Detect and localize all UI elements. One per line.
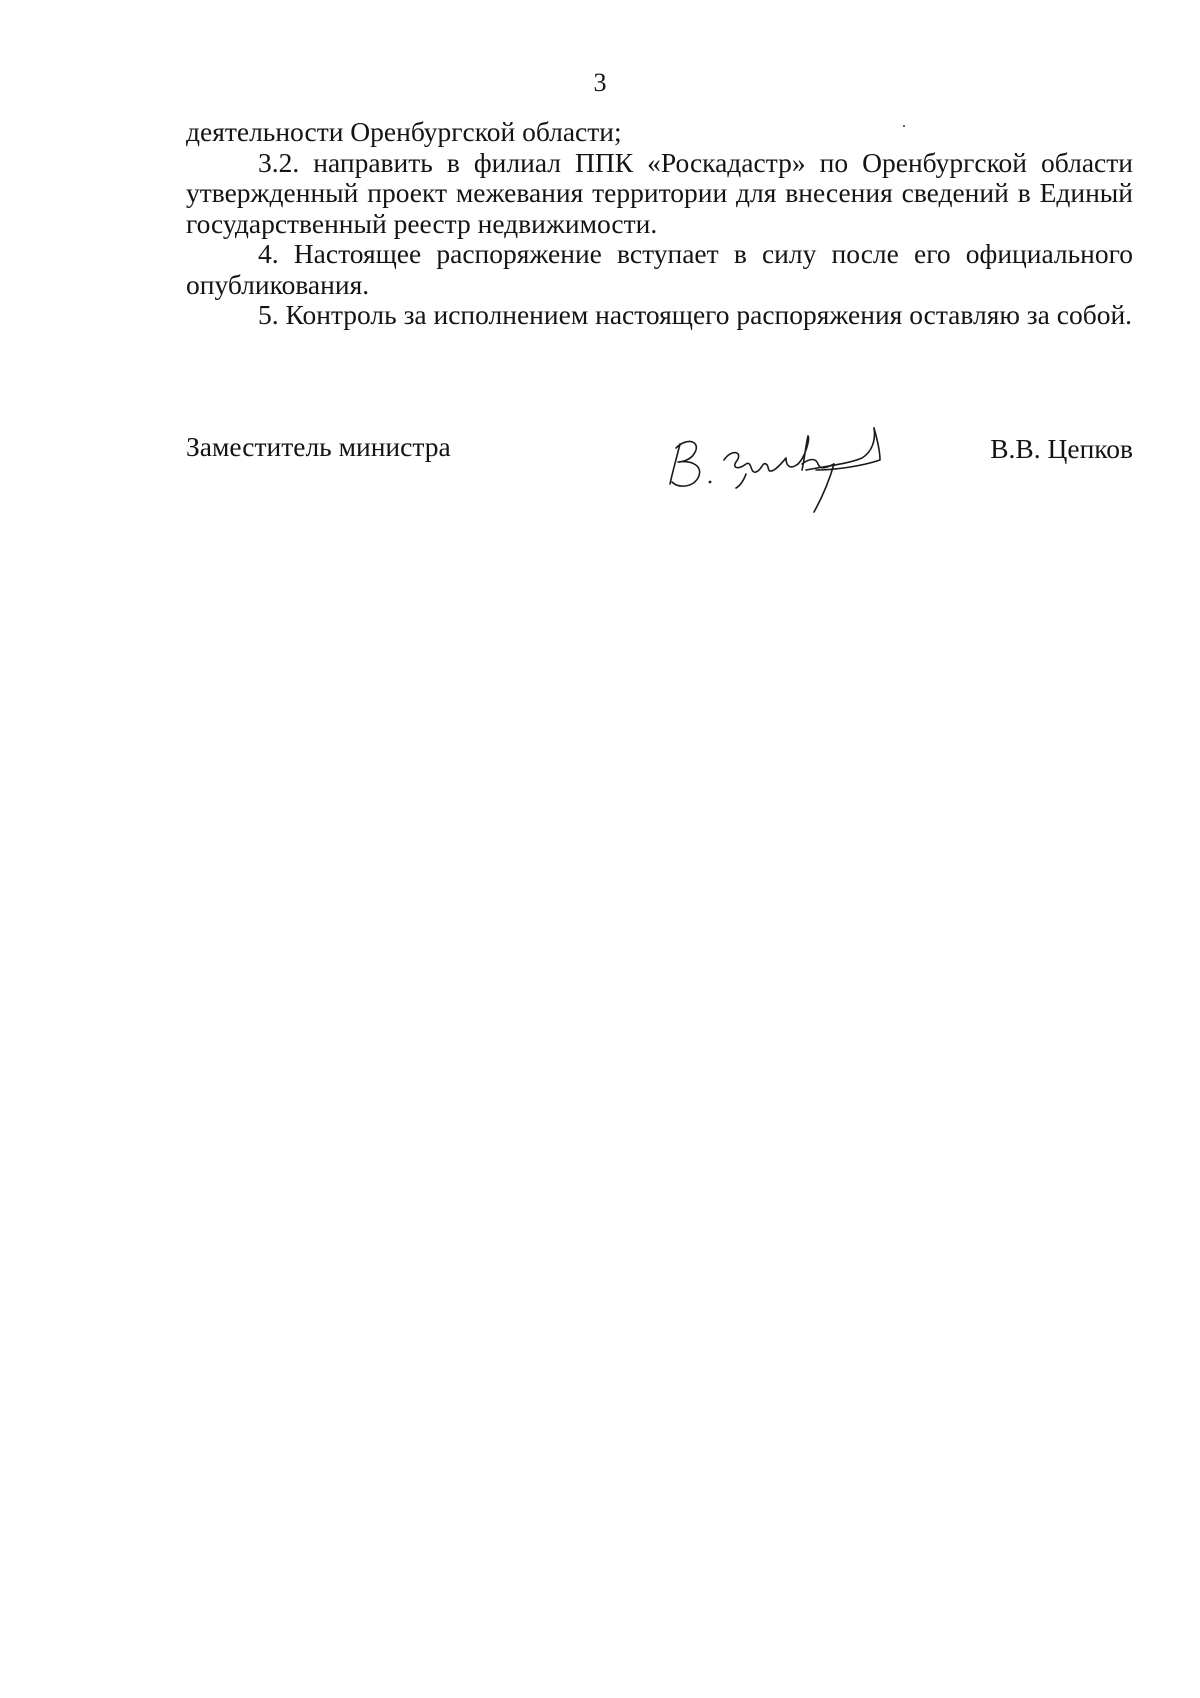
paragraph-item-5: 5. Контроль за исполнением настоящего распоряжения оставляю за собой. [258, 299, 1133, 330]
signatory-name: В.В. Цепков [990, 433, 1133, 464]
handwritten-signature [666, 408, 896, 518]
page-number: 3 [593, 68, 607, 97]
paragraph-continuation: деятельности Оренбургской области; [186, 116, 622, 147]
signature-block [186, 430, 1133, 520]
document-body [186, 117, 1133, 331]
paragraph-item-4: 4. Настоящее распоряжение вступает в силу после его официального опубликования. [186, 238, 1133, 300]
signatory-position: Заместитель министра [186, 431, 451, 462]
paragraph-item-3-2: 3.2. направить в филиал ППК «Роскадастр» по Оренбургской области утвержденный проект межевания территории для внесения сведений в Единый государственный реестр недвижимости. [186, 146, 1133, 239]
